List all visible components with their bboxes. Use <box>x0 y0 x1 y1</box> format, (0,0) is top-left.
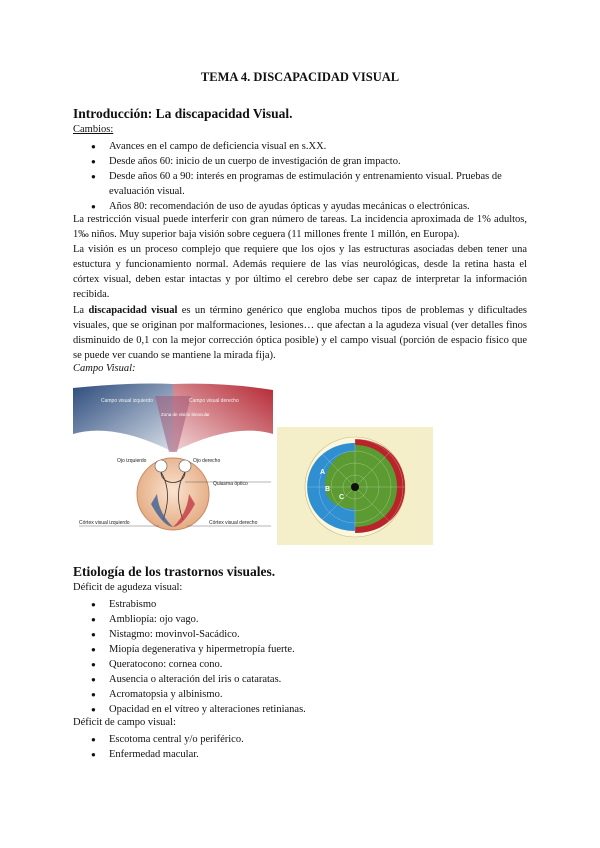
left-eye-label: Ojo izquierdo <box>117 458 147 464</box>
list-item: ● Nistagmo: movinvol-Sacádico. <box>73 627 527 642</box>
fixation-point <box>351 483 359 491</box>
list-item: ● Desde años 60: inicio de un cuerpo de investigación de gran impacto. <box>73 154 527 169</box>
paragraph-vision: La visión es un proceso complejo que requiere que los ojos y las estructuras asociadas deben tener una estuctura y funcionamiento normal. Además requiere de las vías neurológicas, desde la retina hasta el córtex visual, deben estar intactas y por último el cerebro debe ser capaz de interpretar la información recibida. <box>73 244 527 300</box>
list-item: ● Estrabismo <box>73 597 527 612</box>
list-item: ● Ausencia o alteración del iris o cataratas. <box>73 672 527 687</box>
chiasm-label: Quiasma óptico <box>213 481 248 487</box>
discapacidad-visual-term: discapacidad visual <box>88 305 178 316</box>
list-item: ● Escotoma central y/o periférico. <box>73 732 527 747</box>
list-item: ● Ambliopía: ojo vago. <box>73 612 527 627</box>
list-item: ● Acromatopsia y albinismo. <box>73 687 527 702</box>
list-item: ● Años 80: recomendación de uso de ayudas ópticas y ayudas mecánicas o electrónicas. <box>73 199 527 214</box>
right-field-label: Campo visual derecho <box>189 398 239 404</box>
list-item: ● Miopía degenerativa y hipermetropía fuerte. <box>73 642 527 657</box>
region-label-c: C <box>339 494 345 501</box>
cambios-label: Cambios: <box>73 124 114 135</box>
list-item: ● Opacidad en el vítreo y alteraciones retinianas. <box>73 702 527 717</box>
list-item: ● Desde años 60 a 90: interés en programas de estimulación y entrenamiento visual. Pruebas de evaluación visual. <box>73 169 527 199</box>
agudeza-label: Déficit de agudeza visual: <box>73 582 183 593</box>
cambios-list <box>73 139 527 214</box>
right-cortex-label: Córtex visual derecho <box>209 520 258 526</box>
region-label-b: B <box>325 486 331 493</box>
left-field-label: Campo visual izquierdo <box>101 398 153 404</box>
visual-pathway-figure <box>73 382 273 534</box>
binocular-label: Zona de visión binocular <box>161 412 210 417</box>
visual-field-chart <box>277 427 433 545</box>
campo-deficit-label: Déficit de campo visual: <box>73 717 176 728</box>
paragraph-incidencia: La restricción visual puede interferir con gran número de tareas. La incidencia aproximada de 1% adultos, 1‰ niños. Muy superior baja visión sobre ceguera (11 millones frente 1 millón, en Europa). <box>73 214 527 240</box>
page-title: TEMA 4. DISCAPACIDAD VISUAL <box>200 70 400 84</box>
campo-deficit-list <box>73 732 527 762</box>
region-label-a: A <box>320 469 326 476</box>
agudeza-list <box>73 597 527 717</box>
list-item: ● Enfermedad macular. <box>73 747 527 762</box>
head-shape <box>137 458 209 530</box>
right-eye-label: Ojo derecho <box>193 458 221 464</box>
paragraph-discapacidad <box>73 303 527 363</box>
para3-pre: La <box>73 305 89 316</box>
campo-visual-label: Campo Visual: <box>73 363 136 374</box>
left-cortex-label: Córtex visual izquierdo <box>79 520 130 526</box>
para3-post: es un término genérico que engloba muchos tipos de problemas y dificultades visuales, que se originan por malformaciones, lesiones… que afectan a la agudeza visual (ver detalles finos disminuido de 0,1 con la mejor corrección óptica posible) y el campo visual (porción de espacio físico que se puede ver cuando se mantiene la mirada fija). <box>73 305 527 361</box>
list-item: ● Queratocono: cornea cono. <box>73 657 527 672</box>
list-item: ● Avances en el campo de deficiencia visual en s.XX. <box>73 139 527 154</box>
intro-heading: Introducción: La discapacidad Visual. <box>73 106 293 121</box>
etiologia-heading: Etiología de los trastornos visuales. <box>73 564 276 579</box>
right-eye-shape <box>179 460 191 472</box>
left-eye-shape <box>155 460 167 472</box>
